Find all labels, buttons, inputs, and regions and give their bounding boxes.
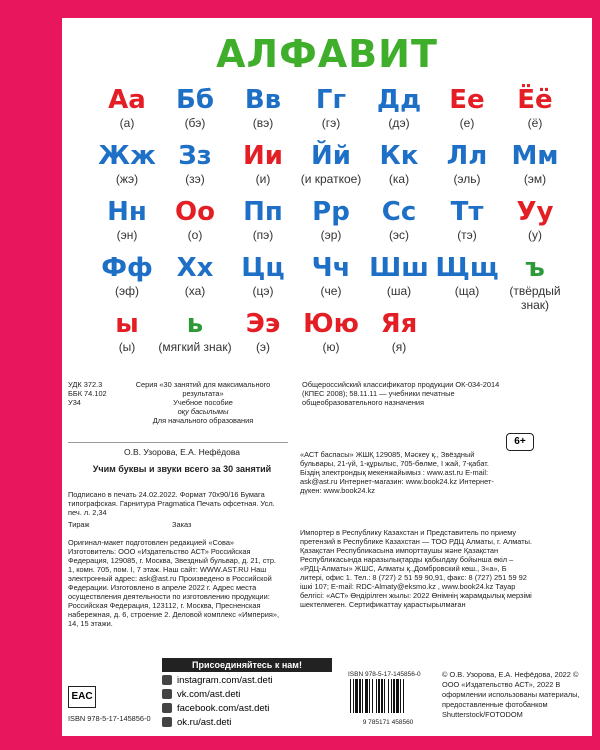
tirazh-label: Тираж — [68, 520, 90, 529]
letter-name: (зэ) — [185, 172, 205, 186]
letter-name: (дэ) — [388, 116, 410, 130]
barcode-bar — [362, 679, 363, 713]
letter-glyph: Ээ — [245, 309, 281, 339]
letter-name: (я) — [391, 340, 407, 354]
barcode-bar — [396, 679, 399, 713]
ok-icon — [162, 717, 172, 727]
barcode-bar — [384, 679, 385, 713]
letter-name: (ша) — [386, 284, 412, 298]
importer-info: Импортер в Республику Казахстан и Представитель по приему претензий в Республике Казахстан — ТОО РДЦ Алматы, г. Алматы. Қазақстан Республикасына импорттаушы және Қазақстан Республикасында наразылықтарды қабылдау бойынша өкіл – «РДЦ-Алматы» ЖШС, Алматы қ.,Домбровский көш., 3«а», Б литері, офис 1. Тел.: 8 (727) 2 51 59 90,91, факс: 8 (727) 251 59 92 ішкі 107; E-mail: RDC-Almaty@eksmo.kz , www.book24.kz Тауар белгісі: «АСТ» Өндірілген жылы: 2022 Өнімнің жарамдылық мерзімі шектелмеген. Сертификаттау қарастырылмаған — [300, 528, 532, 609]
bbk: ББК 74.102 — [68, 389, 107, 398]
letter-glyph: Рр — [312, 197, 350, 227]
letter-glyph: Фф — [101, 253, 153, 283]
letter-glyph: Дд — [376, 85, 422, 115]
facebook-icon — [162, 703, 172, 713]
publisher-kz: «АСТ баспасы» ЖШҚ 129085, Мәскеу қ., Звёздный бульвары, 21-үй, 1-құрылыс, 705-бөлме, I жай, 7-қабат. Біздің электрондық мекенжайымыз : www.ast.ru E-mail: ask@ast.ru Интернет-магазин: www.book24.kz Интернет-дүкен: www.book24.kz — [300, 450, 494, 495]
letter-cell — [362, 254, 436, 298]
letter-glyph: Ее — [449, 85, 485, 115]
letter-name: (а) — [119, 116, 135, 130]
barcode-bar — [355, 679, 358, 713]
divider — [68, 442, 288, 443]
letter-name: (ё) — [527, 116, 543, 130]
letter-glyph: Яя — [380, 309, 418, 339]
letter-cell — [158, 198, 232, 242]
letter-name: (эр) — [320, 228, 342, 242]
letter-cell — [362, 86, 436, 130]
social-block — [162, 658, 332, 730]
letter-glyph: Ии — [243, 141, 283, 171]
social-link-facebook[interactable]: facebook.com/ast.deti — [162, 702, 332, 714]
letter-cell — [226, 310, 300, 354]
letter-glyph: Зз — [178, 141, 212, 171]
letter-cell — [294, 310, 368, 354]
letter-name: (гэ) — [321, 116, 341, 130]
barcode-bar — [388, 679, 389, 713]
letter-name: (цэ) — [252, 284, 274, 298]
letter-name: (тэ) — [457, 228, 477, 242]
eac-mark: EAC — [68, 686, 96, 708]
letter-glyph: Ёё — [517, 85, 553, 115]
letter-glyph: Гг — [315, 85, 347, 115]
letter-cell — [498, 86, 572, 130]
print-info: Подписано в печать 24.02.2022. Формат 70х90/16 Бумага типографская. Гарнитура Pragmatica Печать офсетная. Усл. печ. л. 2,34 — [68, 490, 275, 517]
letter-name: (и) — [255, 172, 271, 186]
letter-glyph: Щщ — [435, 253, 499, 283]
letter-cell — [158, 86, 232, 130]
letter-glyph: Тт — [450, 197, 484, 227]
letter-name: (бэ) — [184, 116, 206, 130]
letter-name: (ща) — [454, 284, 480, 298]
letter-glyph: ь — [186, 309, 204, 339]
barcode-bar — [376, 679, 377, 713]
letter-name: (мягкий знак) — [158, 340, 232, 354]
barcode-isbn: ISBN 978-5-17-145856-0 — [348, 671, 421, 678]
alphabet-poster — [62, 18, 592, 736]
copyright: © О.В. Узорова, Е.А. Нефёдова, 2022 © ООО «Издательство АСТ», 2022 В оформлении использованы материалы, предоставленные фотобанком Shutterstock/FOTODOM — [442, 670, 580, 719]
letter-cell — [498, 198, 572, 242]
letter-glyph: Аа — [108, 85, 146, 115]
authors: О.В. Узорова, Е.А. Нефёдова — [124, 447, 240, 457]
alphabet-grid — [62, 86, 592, 376]
letter-name: (эм) — [523, 172, 547, 186]
social-link-instagram[interactable]: instagram.com/ast.deti — [162, 674, 332, 686]
manual-type: Учебное пособие — [173, 398, 233, 407]
letter-glyph: Кк — [379, 141, 419, 171]
letter-glyph: Нн — [107, 197, 147, 227]
edu-level: Для начального образования — [152, 416, 254, 425]
letter-glyph: Юю — [303, 309, 359, 339]
letter-name: (эн) — [116, 228, 138, 242]
letter-name: (э) — [255, 340, 271, 354]
letter-cell — [226, 86, 300, 130]
letter-name: (эф) — [115, 284, 139, 298]
letter-cell — [294, 86, 368, 130]
letter-glyph: Мм — [511, 141, 559, 171]
letter-cell — [362, 310, 436, 354]
barcode-bar — [403, 679, 404, 713]
udk-block — [68, 380, 108, 407]
letter-name: (эль) — [453, 172, 481, 186]
isbn: ISBN 978-5-17-145856-0 — [68, 714, 151, 723]
letter-name: (у) — [528, 228, 542, 242]
letter-cell — [498, 254, 572, 312]
letter-cell — [226, 254, 300, 298]
barcode-bar — [400, 679, 401, 713]
book-title: Учим буквы и звуки всего за 30 занятий — [92, 464, 272, 474]
letter-glyph: Лл — [446, 141, 488, 171]
social-link-ok[interactable]: ok.ru/ast.deti — [162, 716, 332, 728]
letter-name: (вэ) — [252, 116, 274, 130]
letter-cell — [226, 142, 300, 186]
letter-glyph: Оо — [175, 197, 215, 227]
instagram-icon — [162, 675, 172, 685]
barcode-bar — [393, 679, 395, 713]
letter-name: (ы) — [118, 340, 136, 354]
letter-name: (че) — [320, 284, 342, 298]
letter-cell — [362, 142, 436, 186]
barcode-bar — [378, 679, 380, 713]
letter-cell — [430, 254, 504, 298]
letter-glyph: Шш — [369, 253, 429, 283]
barcode — [348, 670, 428, 726]
letter-cell — [90, 310, 164, 354]
barcode-bar — [359, 679, 361, 713]
letter-glyph: Пп — [243, 197, 283, 227]
join-banner: Присоединяйтесь к нам! — [162, 658, 332, 672]
letter-name: (ю) — [322, 340, 340, 354]
origin-info: Оригинал-макет подготовлен редакцией «Сова» Изготовитель: ООО «Издательство АСТ» Российская Федерация, 129085, г. Москва, Звездный бульвар, д. 21, стр. 1, комн. 705, пом. I, 7 этаж. Наш сайт: WWW.AST.RU Наш электронный адрес: ask@ast.ru Произведено в Российской Федерации. Изготовлено в апреле 2022 г. Адрес места осуществления деятельности по изготовлению продукции: Российская Федерация, 123112, г. Москва, Пресненская набережная, д. 6, строение 2. Деловой комплекс «Империя», 14, 15 этажи. — [68, 538, 280, 628]
letter-glyph: Бб — [176, 85, 214, 115]
barcode-bar — [381, 679, 383, 713]
social-link-vk[interactable]: vk.com/ast.deti — [162, 688, 332, 700]
letter-glyph: Жж — [98, 141, 156, 171]
letter-cell — [430, 86, 504, 130]
letter-glyph: ъ — [525, 253, 545, 283]
letter-glyph: Цц — [241, 253, 285, 283]
age-rating-badge: 6+ — [506, 433, 534, 451]
barcode-bar — [391, 679, 392, 713]
letter-name: (эс) — [388, 228, 410, 242]
letter-cell — [158, 254, 232, 298]
letter-cell — [362, 198, 436, 242]
letter-glyph: Уу — [516, 197, 554, 227]
letter-name: (пэ) — [252, 228, 274, 242]
manual-type-kz: оқу басылымы — [177, 407, 229, 416]
udk: УДК 372.3 — [68, 380, 103, 389]
letter-glyph: Сс — [381, 197, 417, 227]
letter-cell — [430, 198, 504, 242]
letter-cell — [294, 254, 368, 298]
letter-glyph: Йй — [311, 141, 351, 171]
letter-name: (твёрдый знак) — [509, 284, 561, 312]
letter-cell — [158, 310, 232, 354]
page-title: АЛФАВИТ — [216, 32, 438, 76]
letter-cell — [294, 198, 368, 242]
letter-cell — [498, 142, 572, 186]
letter-glyph: Хх — [176, 253, 214, 283]
letter-name: (ка) — [388, 172, 410, 186]
letter-name: (е) — [459, 116, 475, 130]
letter-name: (ха) — [184, 284, 206, 298]
letter-cell — [294, 142, 368, 186]
barcode-bar — [350, 679, 351, 713]
letter-glyph: Чч — [311, 253, 351, 283]
barcode-bars — [348, 679, 428, 713]
letter-cell — [158, 142, 232, 186]
barcode-bar — [372, 679, 373, 713]
letter-cell — [90, 254, 164, 298]
letter-cell — [430, 142, 504, 186]
book-code: У34 — [68, 398, 81, 407]
order-label: Заказ — [172, 520, 192, 529]
barcode-bar — [369, 679, 370, 713]
barcode-digits: 9 785171 458560 — [362, 719, 414, 726]
series-block — [128, 380, 278, 425]
barcode-bar — [353, 679, 354, 713]
letter-cell — [90, 142, 164, 186]
letter-name: (и краткое) — [300, 172, 362, 186]
letter-cell — [90, 198, 164, 242]
letter-name: (о) — [187, 228, 203, 242]
letter-name: (жэ) — [115, 172, 139, 186]
vk-icon — [162, 689, 172, 699]
series-info: Серия «30 занятий для максимального результата» — [135, 380, 271, 398]
barcode-bar — [365, 679, 368, 713]
letter-cell — [90, 86, 164, 130]
letter-glyph: ы — [115, 309, 139, 339]
letter-cell — [226, 198, 300, 242]
letter-glyph: Вв — [244, 85, 282, 115]
classifier: Общероссийский классификатор продукции ОК-034-2014 (КПЕС 2008); 58.11.11 — учебники печатные общеобразовательного назначения — [302, 380, 500, 407]
